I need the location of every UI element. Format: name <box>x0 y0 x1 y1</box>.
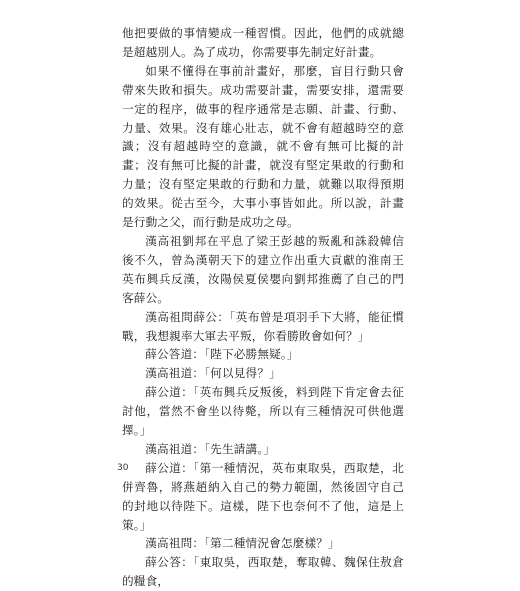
body-text <box>122 24 404 591</box>
paragraph-10: 漢高祖問：「第二種情況會怎麼樣？」 <box>145 536 340 551</box>
paragraph-3: 漢高祖劉邦在平息了梁王彭越的叛亂和誅殺韓信後不久，曾為漢朝天下的建立作出重大貢獻的淮南王英布興兵反漢，汝陽侯夏侯嬰向劉邦推薦了自己的門客薛公。 <box>122 233 404 305</box>
paragraph-8: 漢高祖道：「先生請講。」 <box>145 441 276 456</box>
paragraph-2: 如果不懂得在事前計畫好，那麼，盲目行動只會帶來失敗和損失。成功需要計畫，需要安排，還需要一定的程序，做事的程序通常是志願、計畫、行動、力量、效果。沒有雄心壯志，就不會有超越時空的意識；沒有超越時空的意識，就不會有無可比擬的計畫；沒有無可比擬的計畫，就沒有堅定果敢的行動和力量；沒有堅定果敢的行動和力量，就難以取得預期的效果。從古至今，大事小事皆如此。所以說，計畫是行動之父，而行動是成功之母。 <box>122 63 404 230</box>
paragraph-6: 漢高祖道：「何以見得？」 <box>145 366 281 381</box>
page-number: 30 <box>117 463 129 473</box>
paragraph-11: 薛公答：「東取吳，西取楚，奪取韓、魏保住敖倉的糧食， <box>122 555 404 589</box>
paragraph-4: 漢高祖問薛公：「英布曾是項羽手下大將，能征慣戰，我想親率大軍去平叛，你看勝敗會如何？」 <box>122 309 404 343</box>
paragraph-1: 他把要做的事情變成一種習慣。因此，他們的成就總是超越別人。為了成功，你需要事先制定好計畫。 <box>122 26 404 59</box>
paragraph-5: 薛公答道：「陛下必勝無疑。」 <box>145 347 299 362</box>
paragraph-9: 薛公道：「第一種情況，英布東取吳，西取楚，北併齊魯，將燕趙納入自己的勢力範圍，然後固守自己的封地以待陛下。這樣，陛下也奈何不了他，這是上策。」 <box>122 460 404 532</box>
paragraph-7: 薛公道：「英布興兵反叛後，料到陛下肯定會去征討他，當然不會坐以待斃，所以有三種情況可供他選擇。」 <box>122 385 404 438</box>
